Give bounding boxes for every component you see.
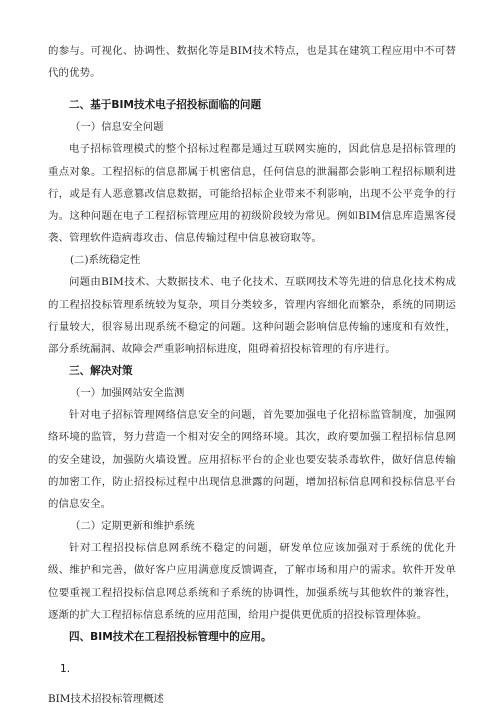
numbered-item-marker: 1. <box>60 663 71 676</box>
document-page <box>48 40 456 710</box>
subsection-heading-info-security: （一）信息安全问题 <box>70 121 164 134</box>
subsection-heading-system-stability: (二)系统稳定性 <box>70 254 141 267</box>
paragraph-bim-overview: BIM技术招投标管理概述 <box>48 693 164 706</box>
paragraph-intro-continued: 的参与。可视化、协调性、数据化等是BIM技术特点，也是其在建筑工程应用中不可替代的优势。 <box>48 45 456 80</box>
paragraph-system-maintenance: 针对工程招投标信息网系统不稳定的问题，研发单位应该加强对于系统的优化升级、维护和完善，做好客户应用满意度反馈调查，了解市场和用户的需求。软件开发单位要重视工程招投标信息网总系统和子系统的协调性，加强系统与其他软件的兼容性，逐渐的扩大工程招标信息系统的应用范围，给用户提供更优质的招投标管理体验。 <box>48 542 456 621</box>
section-heading-4: 四、BIM技术在工程招投标管理中的应用。 <box>69 631 272 644</box>
subsection-heading-system-maintenance: （二）定期更新和维护系统 <box>70 520 195 533</box>
paragraph-info-security: 电子招标管理模式的整个招标过程都是通过互联网实施的，因此信息是招标管理的重点对象。工程招标的信息都属于机密信息，任何信息的泄漏都会影响工程招标顺利进行，或是有人恶意篡改信息数据，可能给招标企业带来不利影响，出现不公平竞争的行为。这种问题在电子工程招标管理应用的初级阶段较为常见。例如BIM信息库造黑客侵袭、管理软件造病毒攻击、信息传输过程中信息被窃取等。 <box>48 143 456 245</box>
paragraph-system-stability: 问题由BIM技术、大数据技术、电子化技术、互联网技术等先进的信息化技术构成的工程招投标管理系统较为复杂，项目分类较多，管理内容细化而繁杂，系统的同期运行量较大，很容易出现系统不稳定的问题。这种问题会影响信息传输的速度和有效性，部分系统漏洞、故障会严重影响招标进度，阻碍着招投标管理的有序进行。 <box>48 276 456 356</box>
section-heading-3: 三、解决对策 <box>69 365 133 378</box>
section-heading-2: 二、基于BIM技术电子招投标面临的问题 <box>69 99 262 112</box>
subsection-heading-website-security: （一）加强网站安全监测 <box>70 387 185 400</box>
paragraph-website-security: 针对电子招标管理网络信息安全的问题，首先要加强电子化招标监管制度，加强网络环境的监管，努力营造一个相对安全的网络环境。其次，政府要加强工程招标信息网的安全建设，加强防火墙设置。应用招标平台的企业也要安装杀毒软件，做好信息传输的加密工作，防止招投标过程中出现信息泄露的问题，增加招标信息网和投标信息平台的信息安全。 <box>48 409 456 511</box>
